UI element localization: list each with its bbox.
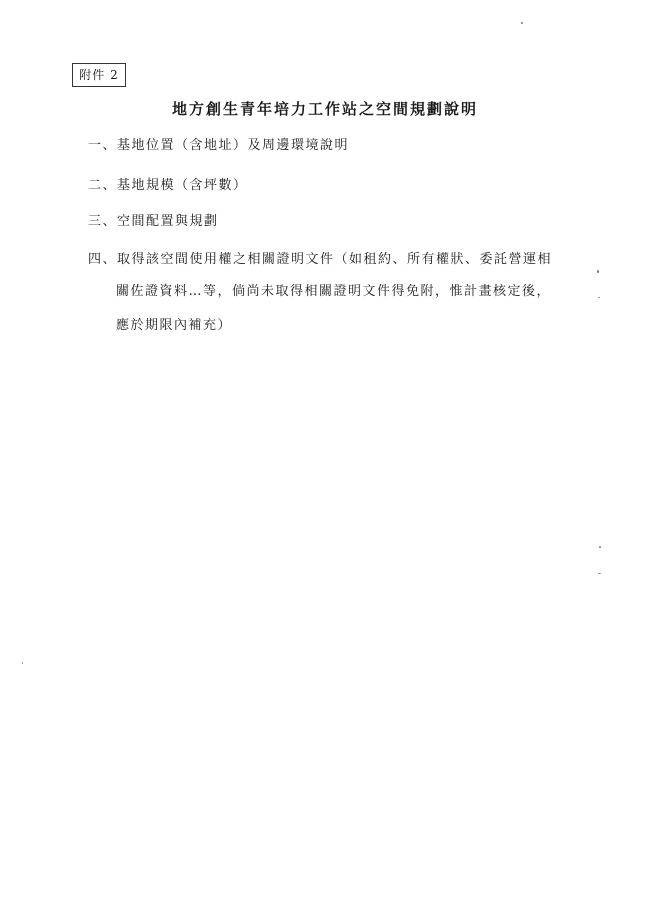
scan-speck	[599, 546, 601, 548]
document-title: 地方創生青年培力工作站之空間規劃說明	[171, 100, 478, 118]
list-item-continuation: 應於期限內補充）	[116, 318, 233, 333]
scan-speck	[598, 297, 600, 298]
list-item: 二、基地規模（含坪數）	[88, 178, 248, 193]
scan-speck	[22, 662, 23, 664]
scan-speck	[598, 573, 601, 574]
list-item-continuation: 關佐證資料…等，倘尚未取得相關證明文件得免附，惟計畫核定後，	[116, 284, 552, 299]
attachment-label: 附件 2	[72, 63, 126, 87]
list-item: 三、空間配置與規劃	[88, 214, 219, 229]
list-item: 一、基地位置（含地址）及周邊環境說明	[88, 138, 350, 153]
scan-speck	[597, 270, 599, 273]
list-item: 四、取得該空間使用權之相關證明文件（如租約、所有權狀、委託營運相	[88, 252, 553, 267]
scan-speck	[521, 22, 523, 24]
